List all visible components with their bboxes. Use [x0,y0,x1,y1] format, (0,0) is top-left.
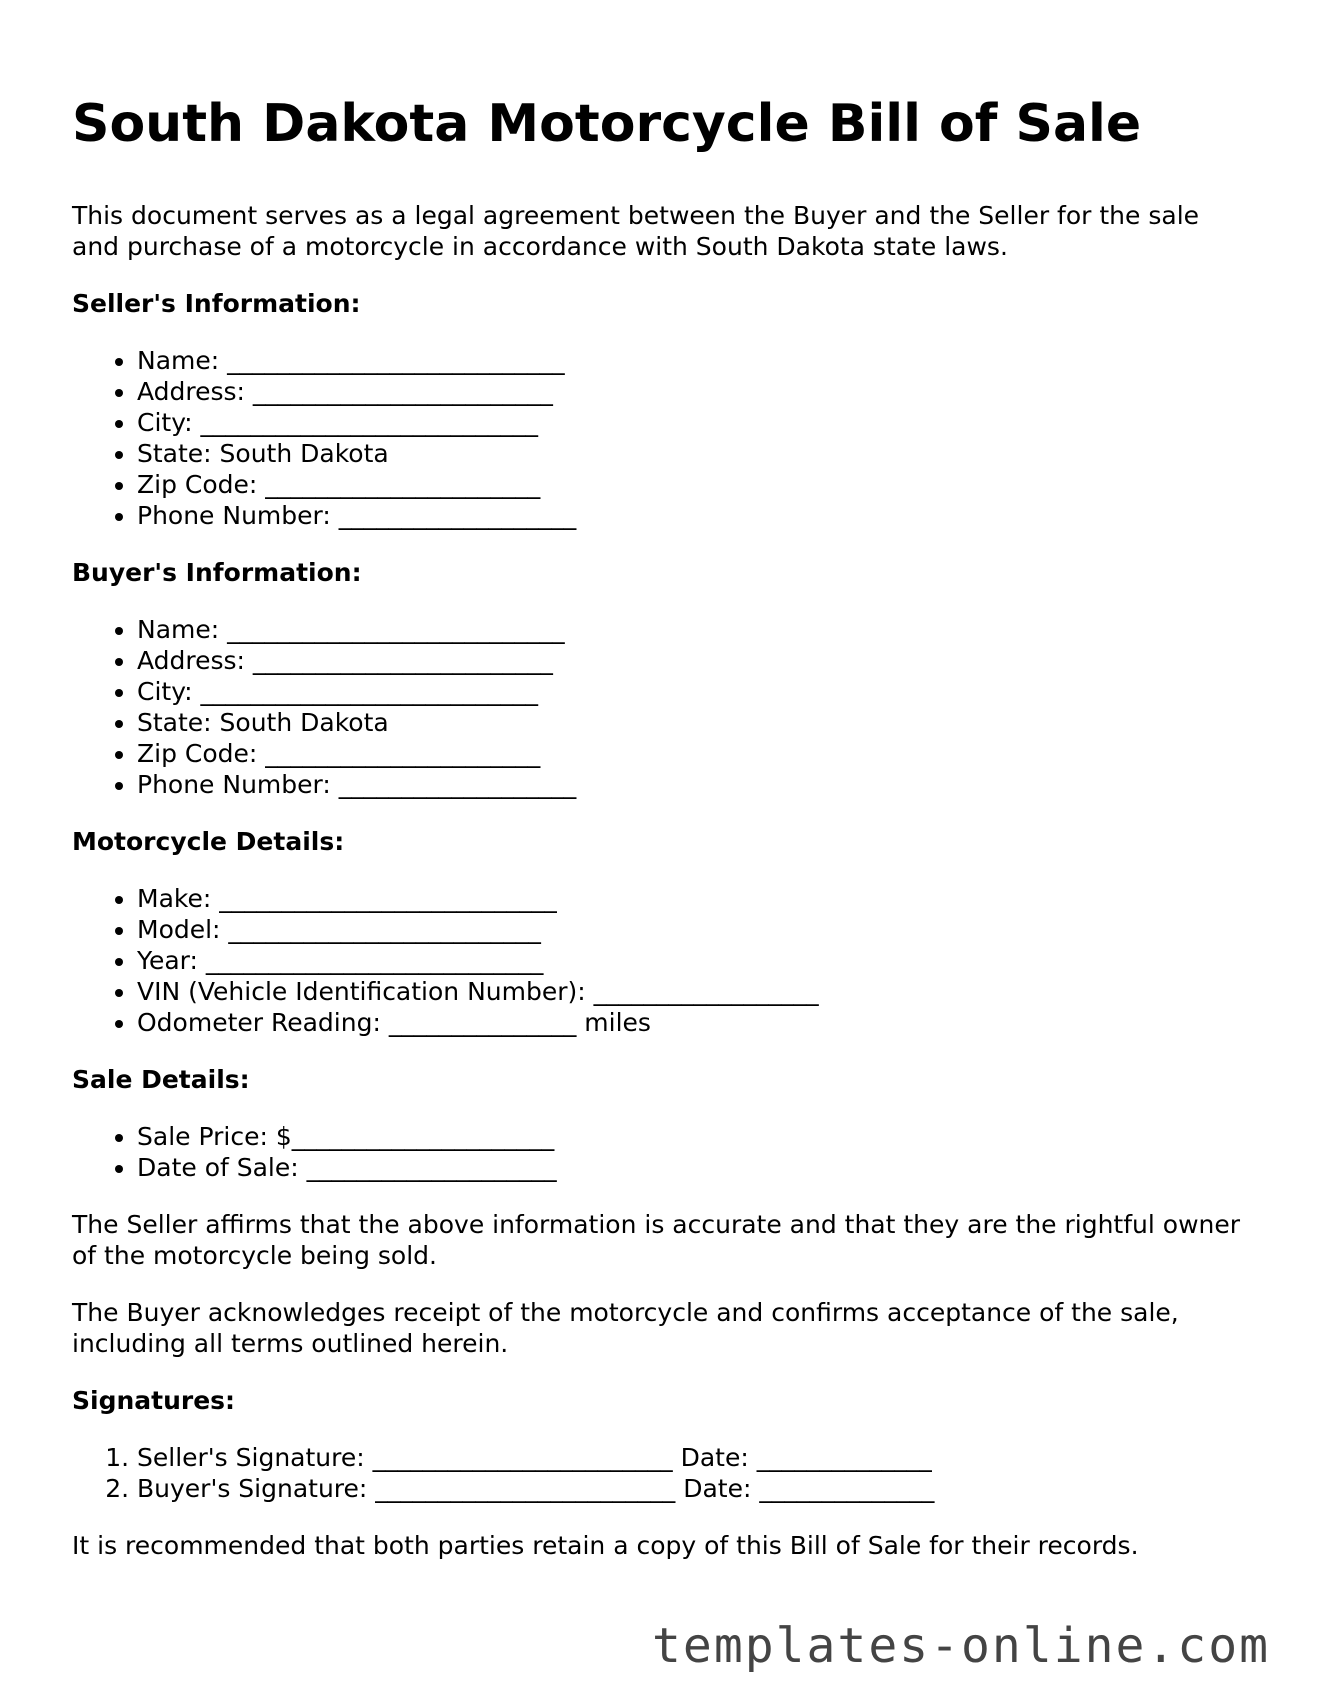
intro-paragraph: This document serves as a legal agreement between the Buyer and the Seller for the sale and purchase of a motorcycle in accordance with South Dakota state laws. [72,201,1200,261]
signatures-list [72,1442,1252,1504]
document-page [72,88,1252,1587]
seller-affirmation-paragraph: The Seller affirms that the above information is accurate and that they are the rightful owner of the motorcycle being sold. [72,1210,1241,1270]
seller-info-list [72,345,1252,531]
motorcycle-year-field: • Year: ___________________________ [137,945,1252,976]
seller-state-field: • State: South Dakota [137,438,1252,469]
buyer-phone-field: • Phone Number: ___________________ [137,769,1252,800]
buyer-info-list [72,614,1252,800]
buyer-name-field: • Name: ___________________________ [137,614,1252,645]
buyer-signature-line: 2. Buyer's Signature: ________________________ Date: ______________ [137,1473,1252,1504]
sale-date-field: • Date of Sale: ____________________ [137,1152,1252,1183]
seller-address-field: • Address: ________________________ [137,376,1252,407]
buyer-zip-field: • Zip Code: ______________________ [137,738,1252,769]
motorcycle-details-list [72,883,1252,1038]
signatures-heading: Signatures: [72,1386,236,1415]
motorcycle-vin-field: • VIN (Vehicle Identification Number): __________________ [137,976,1252,1007]
buyer-state-field: • State: South Dakota [137,707,1252,738]
buyer-address-field: • Address: ________________________ [137,645,1252,676]
watermark-text: templates-online.com [652,1618,1270,1674]
closing-paragraph: It is recommended that both parties retain a copy of this Bill of Sale for their records. [72,1531,1139,1560]
motorcycle-details-heading: Motorcycle Details: [72,827,345,856]
seller-city-field: • City: ___________________________ [137,407,1252,438]
motorcycle-make-field: • Make: ___________________________ [137,883,1252,914]
sale-details-heading: Sale Details: [72,1065,250,1094]
motorcycle-odometer-field: • Odometer Reading: _______________ miles [137,1007,1252,1038]
motorcycle-model-field: • Model: _________________________ [137,914,1252,945]
seller-phone-field: • Phone Number: ___________________ [137,500,1252,531]
buyer-city-field: • City: ___________________________ [137,676,1252,707]
buyer-info-heading: Buyer's Information: [72,558,362,587]
sale-price-field: • Sale Price: $_____________________ [137,1121,1252,1152]
seller-signature-line: 1. Seller's Signature: ________________________ Date: ______________ [137,1442,1252,1473]
buyer-acknowledgement-paragraph: The Buyer acknowledges receipt of the motorcycle and confirms acceptance of the sale, including all terms outlined herein. [72,1298,1179,1358]
sale-details-list [72,1121,1252,1183]
document-title: South Dakota Motorcycle Bill of Sale [72,94,1142,154]
seller-name-field: • Name: ___________________________ [137,345,1252,376]
seller-zip-field: • Zip Code: ______________________ [137,469,1252,500]
seller-info-heading: Seller's Information: [72,289,361,318]
